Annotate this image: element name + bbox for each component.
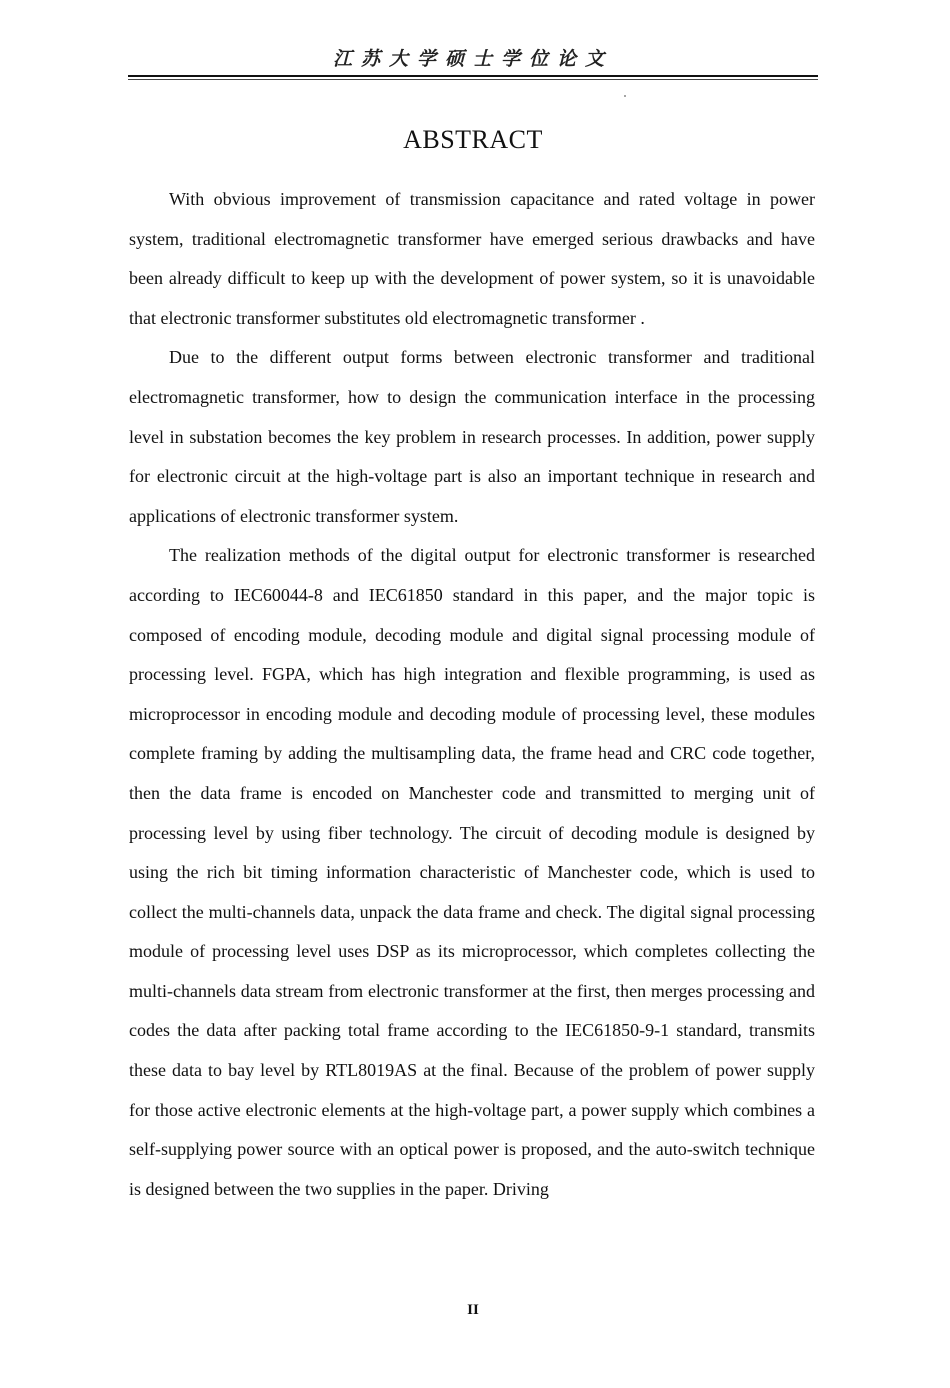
paragraph-2: Due to the different output forms between electronic transformer and traditional electromagnetic transformer, how to design the communication interface in the processing level in substation becomes the key problem in research processes. In addition, power supply for electronic circuit at the high-voltage part is also an important technique in research and applications of electronic transformer system. — [129, 347, 815, 526]
header-rule-thin — [128, 79, 818, 80]
page-number: II — [467, 1302, 479, 1318]
abstract-body — [129, 180, 815, 1209]
scan-speck — [624, 95, 626, 97]
paragraph-1: With obvious improvement of transmission capacitance and rated voltage in power system, traditional electromagnetic transformer have emerged serious drawbacks and have been already difficult to keep up with the development of power system, so it is unavoidable that electronic transformer substitutes old electromagnetic transformer . — [129, 189, 815, 328]
abstract-title: ABSTRACT — [403, 125, 543, 154]
running-header: 江苏大学硕士学位论文 — [332, 49, 613, 70]
paragraph-3: The realization methods of the digital output for electronic transformer is researched according to IEC60044-8 and IEC61850 standard in this paper, and the major topic is composed of encoding module, decoding module and digital signal processing module of processing level. FGPA, which has high integration and flexible programming, is used as microprocessor in encoding module and decoding module of processing level, these modules complete framing by adding the multisampling data, the frame head and CRC code together, then the data frame is encoded on Manchester code and transmitted to merging unit of processing level by using fiber technology. The circuit of decoding module is designed by using the rich bit timing information characteristic of Manchester code, which is used to collect the multi-channels data, unpack the data frame and check. The digital signal processing module of processing level uses DSP as its microprocessor, which completes collecting the multi-channels data stream from electronic transformer at the first, then merges processing and codes the data after packing total frame according to the IEC61850-9-1 standard, transmits these data to bay level by RTL8019AS at the final. Because of the problem of power supply for those active electronic elements at the high-voltage part, a power supply which combines a self-supplying power source with an optical power is proposed, and the auto-switch technique is designed between the two supplies in the paper. Driving — [129, 545, 815, 1199]
header-rule-thick — [128, 75, 818, 77]
